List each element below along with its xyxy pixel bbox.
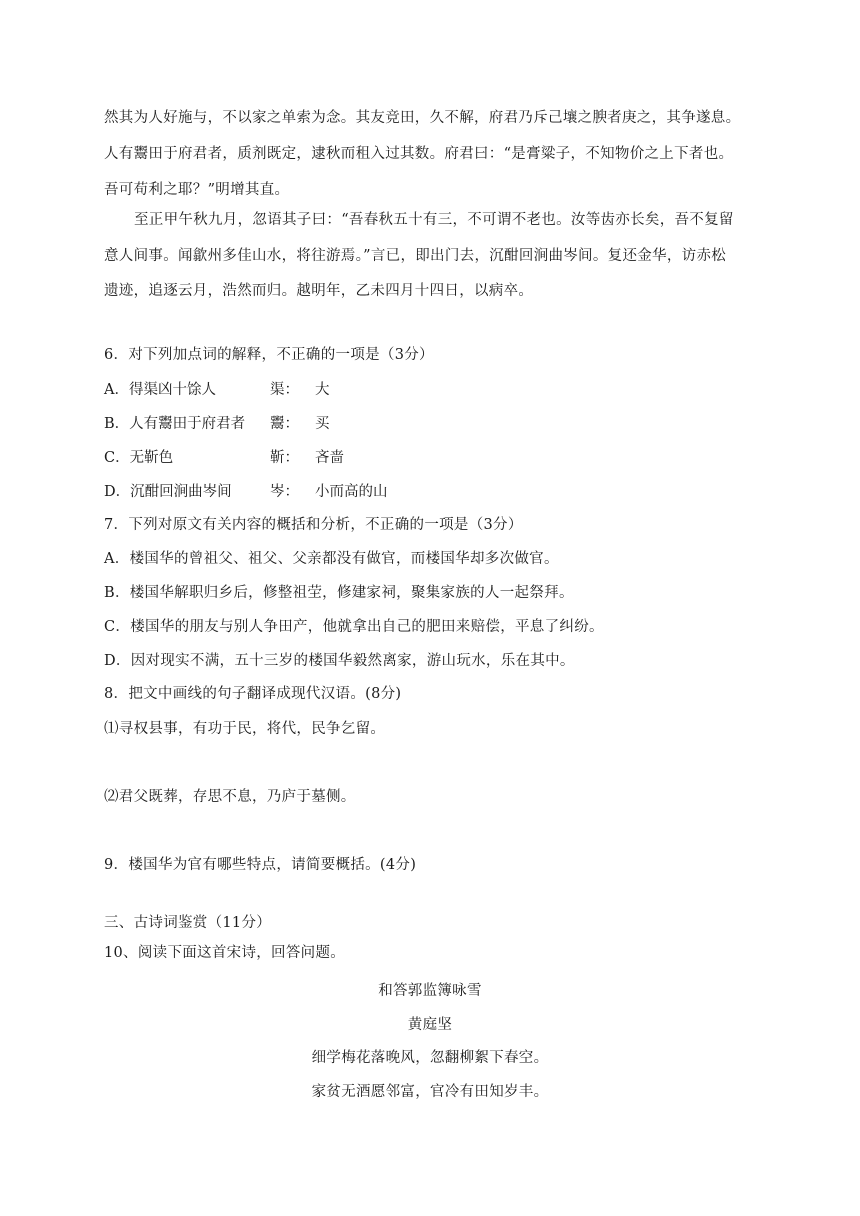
q7-option-a: A．楼国华的曾祖父、祖父、父亲都没有做官，而楼国华却多次做官。	[104, 551, 559, 567]
option-sentence: C．无靳色	[104, 450, 174, 466]
option-word: 鬻：	[270, 416, 299, 432]
option-sentence: D．沉酣回涧曲岑间	[104, 484, 232, 500]
poem-author: 黄庭坚	[407, 1017, 453, 1033]
q7-option-b: B．楼国华解职归乡后，修整祖茔，修建家祠，聚集家族的人一起祭拜。	[104, 585, 574, 601]
question-6-stem: 6．对下列加点词的解释，不正确的一项是（3分）	[104, 347, 434, 363]
option-word: 渠：	[270, 382, 299, 398]
passage-line: 遗迹，追逐云月，浩然而归。越明年，乙未四月十四日，以病卒。	[104, 283, 534, 299]
option-word: 靳：	[270, 450, 299, 466]
q8-item-2: ⑵君父既葬，存思不息，乃庐于墓侧。	[104, 789, 356, 805]
poem-line: 家贫无酒愿邻富，官冷有田知岁丰。	[311, 1084, 549, 1100]
q7-option-c: C．楼国华的朋友与别人争田产，他就拿出自己的肥田来赔偿，平息了纠纷。	[104, 619, 604, 635]
option-sentence: A．得渠凶十馀人	[104, 382, 216, 398]
question-9-stem: 9．楼国华为官有哪些特点，请简要概括。(4分)	[104, 857, 417, 873]
q8-item-1: ⑴寻权县事，有功于民，将代，民争乞留。	[104, 721, 386, 737]
poem-line: 细学梅花落晚风，忽翻柳絮下春空。	[311, 1050, 549, 1066]
option-word: 岑：	[270, 484, 299, 500]
question-7-stem: 7．下列对原文有关内容的概括和分析，不正确的一项是（3分）	[104, 517, 523, 533]
section-3-heading: 三、古诗词鉴赏（11分）	[104, 915, 272, 931]
option-meaning: 吝啬	[315, 450, 344, 466]
option-meaning: 大	[315, 382, 330, 398]
q7-option-d: D．因对现实不满，五十三岁的楼国华毅然离家，游山玩水，乐在其中。	[104, 653, 575, 669]
passage-line: 然其为人好施与，不以家之单索为念。其友竞田，久不解，府君乃斥己壤之腴者庚之，其争遂息。	[104, 110, 741, 126]
passage-line: 意人间事。闻歙州多佳山水，将往游焉。”言已，即出门去，沉酣回涧曲岑间。复还金华，访赤松	[104, 248, 727, 264]
option-sentence: B．人有鬻田于府君者	[104, 416, 246, 432]
option-meaning: 小而高的山	[315, 484, 388, 500]
question-10-stem: 10、阅读下面这首宋诗，回答问题。	[104, 945, 346, 961]
poem-title: 和答郭监簿咏雪	[378, 983, 482, 999]
question-8-stem: 8．把文中画线的句子翻译成现代汉语。(8分)	[104, 686, 402, 702]
passage-line: 吾可苟利之耶？”明增其直。	[104, 182, 290, 198]
option-meaning: 买	[315, 416, 330, 432]
passage-line: 人有鬻田于府君者，质剂既定，逮秋而租入过其数。府君曰：“是膏粱子，不知物价之上下者也。	[104, 146, 734, 162]
passage-line: 至正甲午秋九月，忽语其子曰：“吾春秋五十有三，不可谓不老也。汝等齿亦长矣，吾不复留	[134, 212, 734, 228]
